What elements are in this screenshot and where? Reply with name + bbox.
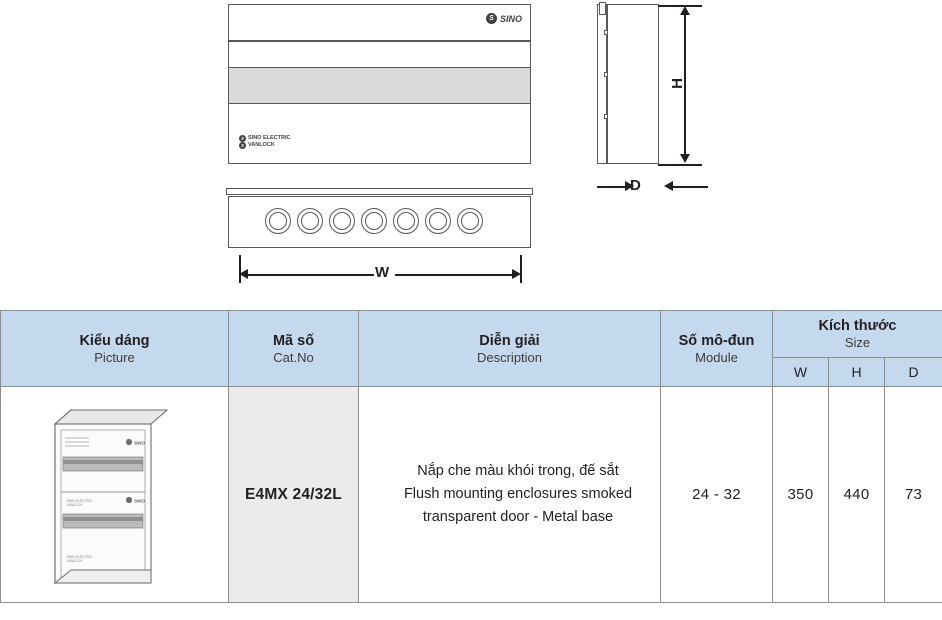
specification-table bbox=[0, 310, 942, 603]
front-view-drawing bbox=[228, 4, 531, 164]
sino-logo bbox=[486, 13, 522, 24]
h-dimension-arrow-top bbox=[680, 6, 690, 15]
w-dimension-arrow-right bbox=[512, 269, 521, 279]
description-line-en-1: Flush mounting enclosures smoked bbox=[403, 486, 633, 502]
header-catno-en: Cat.No bbox=[273, 349, 314, 365]
description-line-vn: Nắp che màu khói trong, đế sắt bbox=[417, 463, 619, 479]
knockout-hole bbox=[297, 208, 323, 234]
cable-knockouts bbox=[265, 208, 483, 234]
header-description bbox=[359, 311, 661, 387]
cell-size-w: 350 bbox=[773, 387, 829, 603]
header-module-en: Module bbox=[695, 349, 738, 365]
h-ext-line-top bbox=[658, 5, 702, 7]
front-panel-grey-band bbox=[229, 67, 530, 104]
cell-module: 24 - 32 bbox=[661, 387, 773, 603]
svg-text:SINO ELECTRIC: SINO ELECTRIC bbox=[66, 555, 92, 559]
svg-text:SINO: SINO bbox=[133, 498, 145, 504]
header-size-vn: Kích thước bbox=[818, 318, 897, 334]
table-head bbox=[1, 311, 942, 387]
technical-drawing bbox=[0, 0, 942, 300]
svg-text:SINO: SINO bbox=[133, 440, 145, 446]
d-dimension-line-right bbox=[668, 186, 708, 188]
cell-description bbox=[359, 387, 661, 603]
header-catno bbox=[229, 311, 359, 387]
header-picture-en: Picture bbox=[94, 349, 135, 365]
w-dimension-line-right bbox=[395, 274, 517, 276]
side-view-notch bbox=[599, 2, 606, 15]
front-brand-block bbox=[239, 135, 290, 149]
knockout-hole bbox=[361, 208, 387, 234]
header-module bbox=[661, 311, 773, 387]
side-view-flange bbox=[597, 4, 607, 164]
w-dimension-line-left bbox=[244, 274, 374, 276]
front-panel-divider bbox=[229, 40, 530, 42]
h-ext-line-bottom bbox=[658, 164, 702, 166]
w-dimension-label: W bbox=[375, 264, 390, 281]
header-catno-vn: Mã số bbox=[272, 332, 315, 349]
product-photo-svg bbox=[49, 402, 181, 587]
brand-text-sino-electric: SINO ELECTRIC bbox=[248, 135, 291, 141]
bottom-view-drawing bbox=[228, 196, 531, 248]
svg-text:VANLOCK: VANLOCK bbox=[66, 559, 83, 563]
cell-size-d: 73 bbox=[885, 387, 942, 603]
header-description-en: Description bbox=[476, 349, 543, 365]
table-header-row-main bbox=[1, 311, 942, 358]
table-body bbox=[1, 387, 942, 603]
d-dimension-label: D bbox=[630, 177, 641, 194]
brand-mark-2: S bbox=[240, 143, 244, 148]
w-dimension-arrow-left bbox=[239, 269, 248, 279]
brand-text-vanlock: VANLOCK bbox=[248, 142, 275, 148]
svg-text:SINO ELECTRIC: SINO ELECTRIC bbox=[66, 499, 92, 503]
h-dimension-arrow-bottom bbox=[680, 154, 690, 163]
sino-logo-text: SINO bbox=[499, 13, 522, 24]
svg-text:VANLOCK: VANLOCK bbox=[66, 503, 83, 507]
knockout-hole bbox=[425, 208, 451, 234]
knockout-hole bbox=[265, 208, 291, 234]
table-row bbox=[1, 387, 942, 603]
side-view-drawing bbox=[607, 4, 659, 164]
bottom-view-cap bbox=[226, 188, 533, 195]
knockout-hole bbox=[393, 208, 419, 234]
header-picture bbox=[1, 311, 229, 387]
cell-cat-no: E4MX 24/32L bbox=[229, 387, 359, 603]
brand-mark-1: S bbox=[240, 136, 244, 141]
description-line-en-2: transparent door - Metal base bbox=[422, 509, 614, 525]
header-size-h: H bbox=[829, 358, 885, 387]
sino-logo-mark: S bbox=[486, 13, 497, 24]
knockout-hole bbox=[329, 208, 355, 234]
specification-table-wrapper bbox=[0, 310, 942, 603]
header-size-en: Size bbox=[844, 335, 871, 350]
cell-product-photo bbox=[1, 387, 229, 603]
d-dimension-arrow-right bbox=[664, 181, 673, 191]
product-photo bbox=[49, 402, 181, 587]
header-description-vn: Diễn giải bbox=[479, 332, 540, 349]
header-size-w: W bbox=[773, 358, 829, 387]
header-size-d: D bbox=[885, 358, 942, 387]
cell-size-h: 440 bbox=[829, 387, 885, 603]
knockout-hole bbox=[457, 208, 483, 234]
header-module-vn: Số mô-đun bbox=[678, 332, 755, 349]
header-picture-vn: Kiểu dáng bbox=[79, 332, 150, 349]
header-size bbox=[773, 311, 942, 358]
h-dimension-label: H bbox=[668, 78, 686, 89]
